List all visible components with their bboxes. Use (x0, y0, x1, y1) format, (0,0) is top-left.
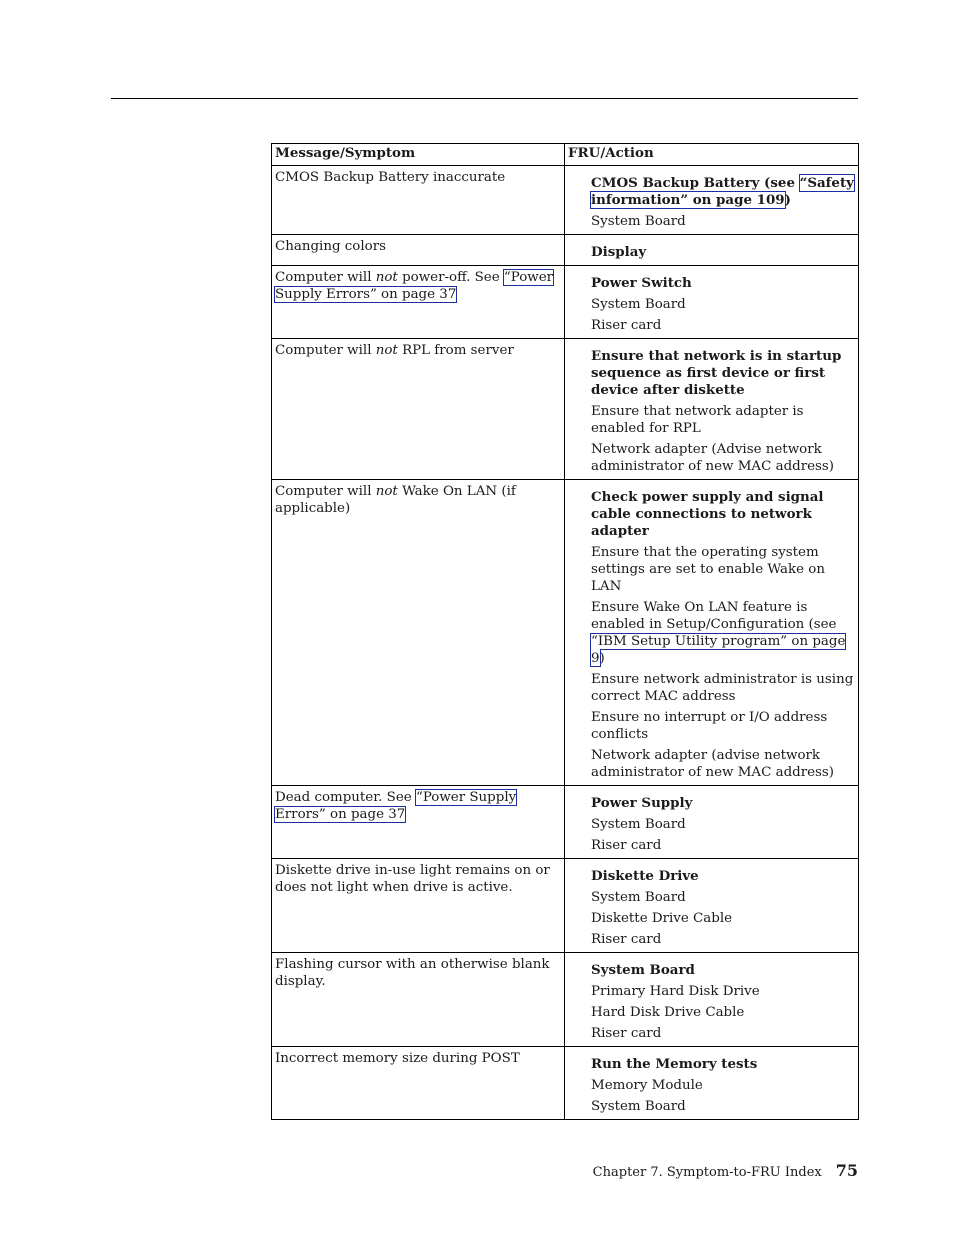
symptom-cell (272, 235, 565, 266)
text-run: Riser card (591, 318, 662, 333)
page-number: 75 (835, 1161, 858, 1180)
emphasis-text: not (375, 343, 398, 358)
text-run: RPL from server (397, 343, 514, 358)
fru-action-cell (565, 953, 859, 1047)
primary-action (591, 868, 855, 885)
text-run: Network adapter (Advise network administrator of new MAC address) (591, 442, 835, 474)
text-run: Primary Hard Disk Drive (591, 984, 760, 999)
text-run: System Board (591, 214, 686, 229)
text-run: Dead computer. See (275, 790, 416, 805)
action-item (591, 544, 855, 595)
text-run: Hard Disk Drive Cable (591, 1005, 745, 1020)
action-item (591, 671, 855, 705)
text-run: Riser card (591, 932, 662, 947)
text-run: Riser card (591, 1026, 662, 1041)
text-run: Incorrect memory size during POST (275, 1051, 520, 1066)
text-run: System Board (591, 962, 695, 978)
table-row (272, 339, 859, 480)
fru-action-cell (565, 339, 859, 480)
text-run: Power Supply (591, 795, 693, 811)
action-item (591, 213, 855, 230)
action-item (591, 747, 855, 781)
text-run: CMOS Backup Battery (see (591, 175, 800, 191)
action-item (591, 837, 855, 854)
text-run: Flashing cursor with an otherwise blank display. (275, 957, 550, 989)
action-item (591, 441, 855, 475)
table-header-row (272, 144, 859, 166)
symptom-cell (272, 859, 565, 953)
footer-chapter-title: Chapter 7. Symptom-to-FRU Index (592, 1165, 822, 1180)
text-run: Ensure that network adapter is enabled for RPL (591, 404, 804, 436)
action-item (591, 599, 855, 667)
text-run: Computer will (275, 484, 376, 499)
text-run: ) (784, 192, 791, 208)
emphasis-text: not (375, 270, 398, 285)
symptom-cell (272, 266, 565, 339)
primary-action (591, 962, 855, 979)
text-run: System Board (591, 890, 686, 905)
text-run: Diskette drive in-use light remains on or does not light when drive is active. (275, 863, 550, 895)
action-item (591, 931, 855, 948)
action-item (591, 709, 855, 743)
text-run: Network adapter (advise network administrator of new MAC address) (591, 748, 835, 780)
text-run: power-off. See (397, 270, 504, 285)
action-item (591, 983, 855, 1000)
table-row (272, 266, 859, 339)
page-footer (593, 1161, 858, 1183)
cross-reference-link[interactable]: “Safety information” on page 109 (591, 175, 854, 208)
text-run: Ensure that network is in startup sequence as first device or first device after diskette (591, 348, 842, 398)
primary-action (591, 795, 855, 812)
text-run: Ensure network administrator is using correct MAC address (591, 672, 854, 704)
text-run: Power Switch (591, 275, 692, 291)
symptom-fru-table (271, 143, 859, 1120)
text-run: Ensure Wake On LAN feature is enabled in Setup/Configuration (see (591, 600, 837, 632)
primary-action (591, 275, 855, 292)
fru-action-cell (565, 1047, 859, 1120)
symptom-cell (272, 166, 565, 235)
primary-action (591, 489, 855, 540)
action-item (591, 1077, 855, 1094)
table-body (272, 166, 859, 1120)
action-item (591, 403, 855, 437)
text-run: CMOS Backup Battery inaccurate (275, 170, 506, 185)
action-item (591, 317, 855, 334)
symptom-cell (272, 786, 565, 859)
text-run: Changing colors (275, 239, 386, 254)
action-item (591, 889, 855, 906)
action-item (591, 1098, 855, 1115)
primary-action (591, 175, 855, 209)
header-message-symptom: Message/Symptom (272, 144, 565, 166)
text-run: Display (591, 244, 647, 260)
text-run: Run the Memory tests (591, 1056, 758, 1072)
text-run: Diskette Drive (591, 868, 699, 884)
table-row (272, 480, 859, 786)
header-fru-action: FRU/Action (565, 144, 859, 166)
text-run: Wake On LAN (if applicable) (275, 484, 516, 516)
action-item (591, 910, 855, 927)
table-row (272, 235, 859, 266)
fru-action-cell (565, 235, 859, 266)
cross-reference-link[interactable]: “IBM Setup Utility program” on page 9 (591, 634, 846, 666)
text-run: Computer will (275, 343, 376, 358)
symptom-cell (272, 339, 565, 480)
fru-action-cell (565, 480, 859, 786)
symptom-cell (272, 480, 565, 786)
fru-action-cell (565, 266, 859, 339)
action-item (591, 1025, 855, 1042)
emphasis-text: not (375, 484, 398, 499)
text-run: Computer will (275, 270, 376, 285)
primary-action (591, 1056, 855, 1073)
fru-action-cell (565, 786, 859, 859)
symptom-cell (272, 953, 565, 1047)
text-run: System Board (591, 817, 686, 832)
text-run: System Board (591, 297, 686, 312)
primary-action (591, 348, 855, 399)
text-run: System Board (591, 1099, 686, 1114)
primary-action (591, 244, 855, 261)
cross-reference-link[interactable]: “Power Supply Errors” on page 37 (275, 790, 517, 822)
fru-action-cell (565, 859, 859, 953)
text-run: Memory Module (591, 1078, 703, 1093)
text-run: Diskette Drive Cable (591, 911, 733, 926)
action-item (591, 296, 855, 313)
header-rule (111, 98, 858, 99)
text-run: Check power supply and signal cable connections to network adapter (591, 489, 824, 539)
table-row (272, 786, 859, 859)
text-run: Riser card (591, 838, 662, 853)
table-row (272, 166, 859, 235)
text-run: Ensure that the operating system settings are set to enable Wake on LAN (591, 545, 825, 594)
action-item (591, 816, 855, 833)
symptom-cell (272, 1047, 565, 1120)
table-row (272, 859, 859, 953)
text-run: Ensure no interrupt or I/O address conflicts (591, 710, 828, 742)
table-row (272, 1047, 859, 1120)
action-item (591, 1004, 855, 1021)
text-run: ) (599, 651, 605, 666)
cross-reference-link[interactable]: “Power Supply Errors” on page 37 (275, 270, 554, 302)
fru-action-cell (565, 166, 859, 235)
table-row (272, 953, 859, 1047)
